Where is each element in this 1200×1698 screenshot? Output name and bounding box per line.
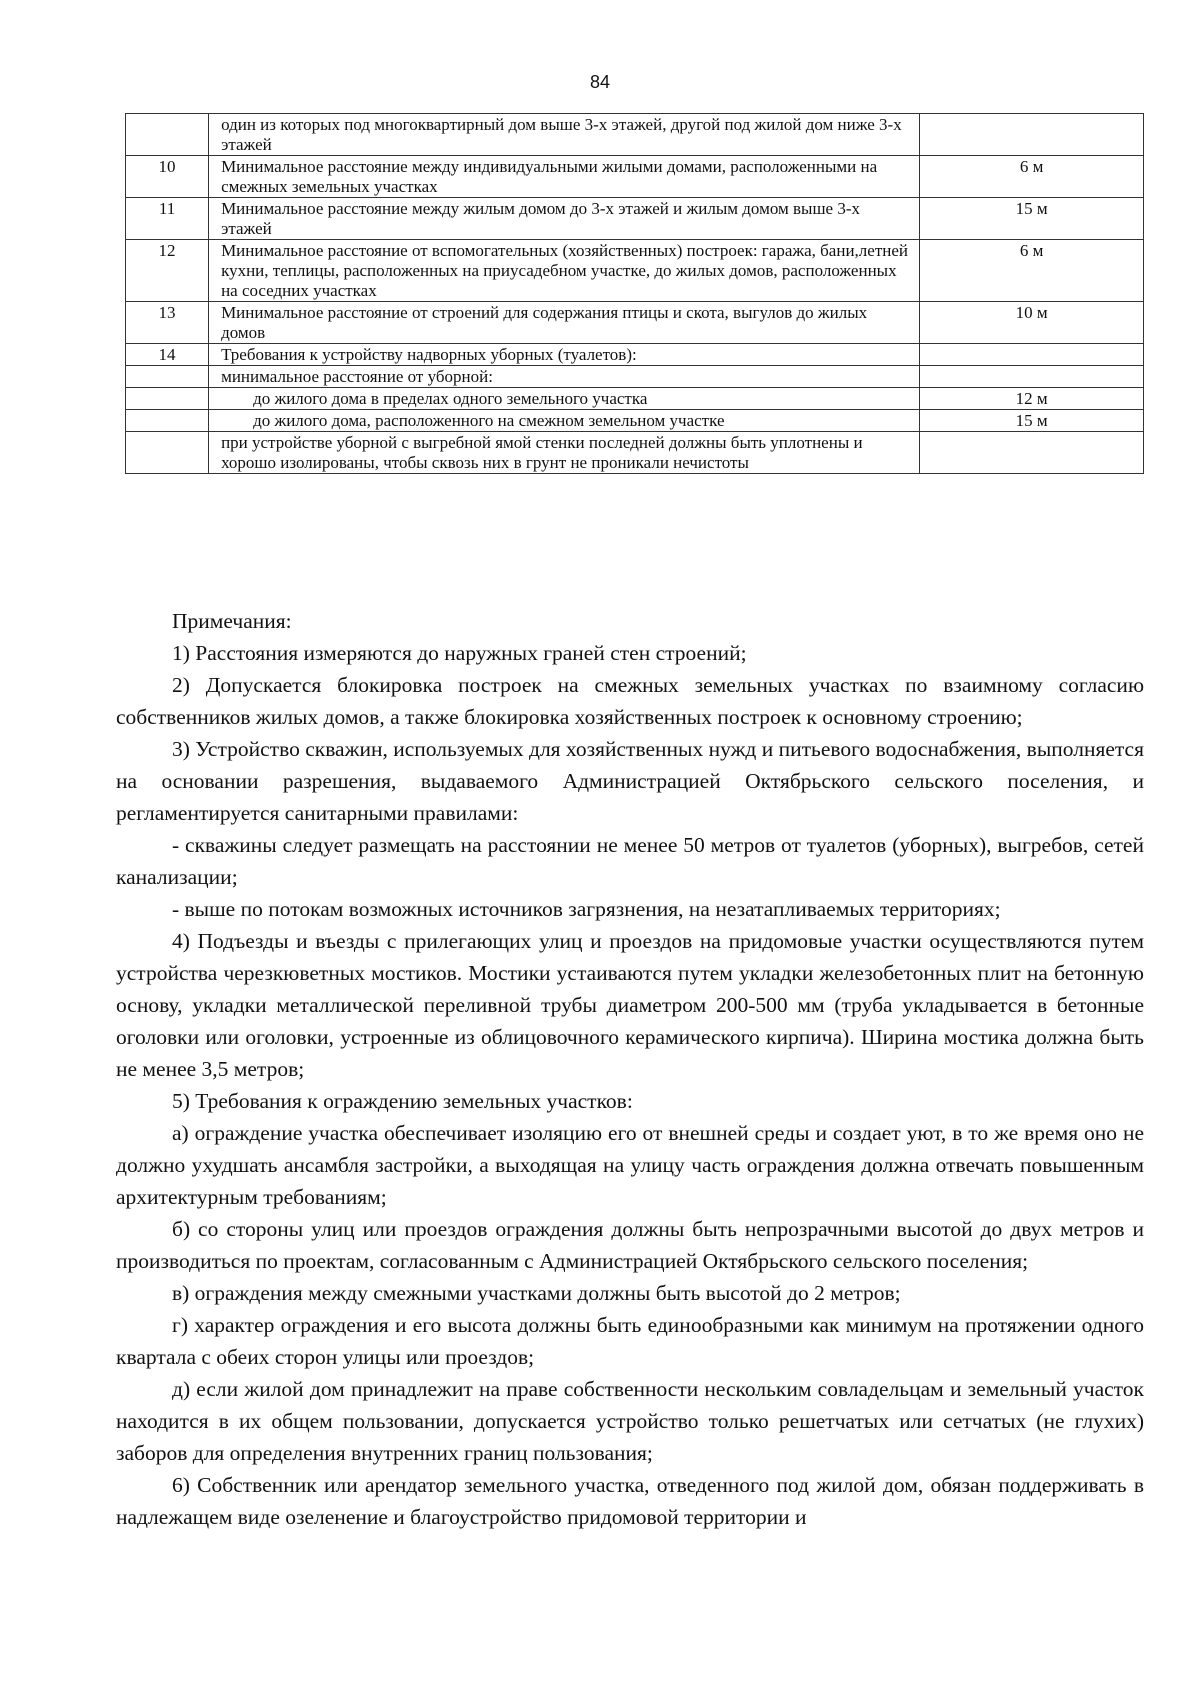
note-paragraph: б) со стороны улиц или проездов ограждения должны быть непрозрачными высотой до двух метров и производиться по проектам, согласованным с Администрацией Октябрьского сельского поселения; bbox=[116, 1217, 1144, 1273]
row-number: 13 bbox=[126, 302, 209, 344]
row-description: Требования к устройству надворных уборных (туалетов): bbox=[209, 344, 920, 366]
note-paragraph: 4) Подъезды и въезды с прилегающих улиц и проездов на придомовые участки осуществляются путем устройства черезкюветных мостиков. Мостики устаиваются путем укладки железобетонных плит на бетонную основу, укладки металлической переливной трубы диаметром 200-500 мм (труба укладывается в бетонные оголовки или оголовки, устроенные из облицовочного керамического кирпича). Ширина мостика должна быть не менее 3,5 метров; bbox=[116, 929, 1144, 1081]
table-row bbox=[126, 344, 1144, 366]
row-value: 15 м bbox=[920, 410, 1144, 432]
note-paragraph: - выше по потокам возможных источников загрязнения, на незатапливаемых территориях; bbox=[172, 897, 1001, 921]
row-value bbox=[920, 344, 1144, 366]
table-row bbox=[126, 240, 1144, 302]
row-value bbox=[920, 114, 1144, 156]
notes-section bbox=[116, 605, 1144, 1533]
table-row bbox=[126, 198, 1144, 240]
row-number: 12 bbox=[126, 240, 209, 302]
table-row bbox=[126, 388, 1144, 410]
table-row bbox=[126, 432, 1144, 474]
notes-heading: Примечания: bbox=[172, 609, 292, 633]
row-description: до жилого дома, расположенного на смежном земельном участке bbox=[209, 410, 920, 432]
row-description: Минимальное расстояние от вспомогательных (хозяйственных) построек: гаража, бани,летней кухни, теплицы, расположенных на приусадебном участке, до жилых домов, расположенных на соседних участках bbox=[209, 240, 920, 302]
row-number bbox=[126, 114, 209, 156]
note-paragraph: 2) Допускается блокировка построек на смежных земельных участках по взаимному согласию собственников жилых домов, а также блокировка хозяйственных построек к основному строению; bbox=[116, 673, 1144, 729]
note-paragraph: - скважины следует размещать на расстоянии не менее 50 метров от туалетов (уборных), выгребов, сетей канализации; bbox=[116, 833, 1144, 889]
table-row bbox=[126, 114, 1144, 156]
note-paragraph: д) если жилой дом принадлежит на праве собственности нескольким совладельцам и земельный участок находится в их общем пользовании, допускается устройство только решетчатых или сетчатых (не глухих) заборов для определения внутренних границ пользования; bbox=[116, 1377, 1144, 1465]
row-value: 15 м bbox=[920, 198, 1144, 240]
row-value bbox=[920, 432, 1144, 474]
note-paragraph: 3) Устройство скважин, используемых для хозяйственных нужд и питьевого водоснабжения, выполняется на основании разрешения, выдаваемого Администрацией Октябрьского сельского поселения, и регламентируется санитарными правилами: bbox=[116, 737, 1144, 825]
row-value: 12 м bbox=[920, 388, 1144, 410]
row-description: Минимальное расстояние между жилым домом до 3-х этажей и жилым домом выше 3-х этажей bbox=[209, 198, 920, 240]
row-value: 6 м bbox=[920, 156, 1144, 198]
row-number: 10 bbox=[126, 156, 209, 198]
row-description: минимальное расстояние от уборной: bbox=[209, 366, 920, 388]
row-value: 6 м bbox=[920, 240, 1144, 302]
row-description: Минимальное расстояние между индивидуальными жилыми домами, расположенными на смежных земельных участках bbox=[209, 156, 920, 198]
row-number bbox=[126, 432, 209, 474]
table-row bbox=[126, 410, 1144, 432]
table-row bbox=[126, 366, 1144, 388]
note-paragraph: г) характер ограждения и его высота должны быть единообразными как минимум на протяжении одного квартала с обеих сторон улицы или проездов; bbox=[116, 1313, 1144, 1369]
note-paragraph: 5) Требования к ограждению земельных участков: bbox=[172, 1089, 633, 1113]
table-row bbox=[126, 156, 1144, 198]
row-description: при устройстве уборной с выгребной ямой стенки последней должны быть уплотнены и хорошо изолированы, чтобы сквозь них в грунт не проникали нечистоты bbox=[209, 432, 920, 474]
note-paragraph: 1) Расстояния измеряются до наружных граней стен строений; bbox=[172, 641, 747, 665]
row-description: Минимальное расстояние от строений для содержания птицы и скота, выгулов до жилых домов bbox=[209, 302, 920, 344]
table-row bbox=[126, 302, 1144, 344]
note-paragraph: 6) Собственник или арендатор земельного участка, отведенного под жилой дом, обязан поддерживать в надлежащем виде озеленение и благоустройство придомовой территории и bbox=[116, 1473, 1144, 1529]
requirements-table bbox=[125, 113, 1144, 474]
row-value bbox=[920, 366, 1144, 388]
row-number: 14 bbox=[126, 344, 209, 366]
row-number bbox=[126, 388, 209, 410]
page-number: 84 bbox=[589, 72, 611, 92]
note-paragraph: а) ограждение участка обеспечивает изоляцию его от внешней среды и создает уют, в то же время оно не должно ухудшать ансамбля застройки, а выходящая на улицу часть ограждения должна отвечать повышенным архитектурным требованиям; bbox=[116, 1121, 1144, 1209]
row-number bbox=[126, 366, 209, 388]
row-number: 11 bbox=[126, 198, 209, 240]
note-paragraph: в) ограждения между смежными участками должны быть высотой до 2 метров; bbox=[172, 1281, 901, 1305]
row-value: 10 м bbox=[920, 302, 1144, 344]
row-description: до жилого дома в пределах одного земельного участка bbox=[209, 388, 920, 410]
row-number bbox=[126, 410, 209, 432]
row-description: один из которых под многоквартирный дом выше 3-х этажей, другой под жилой дом ниже 3-х этажей bbox=[209, 114, 920, 156]
